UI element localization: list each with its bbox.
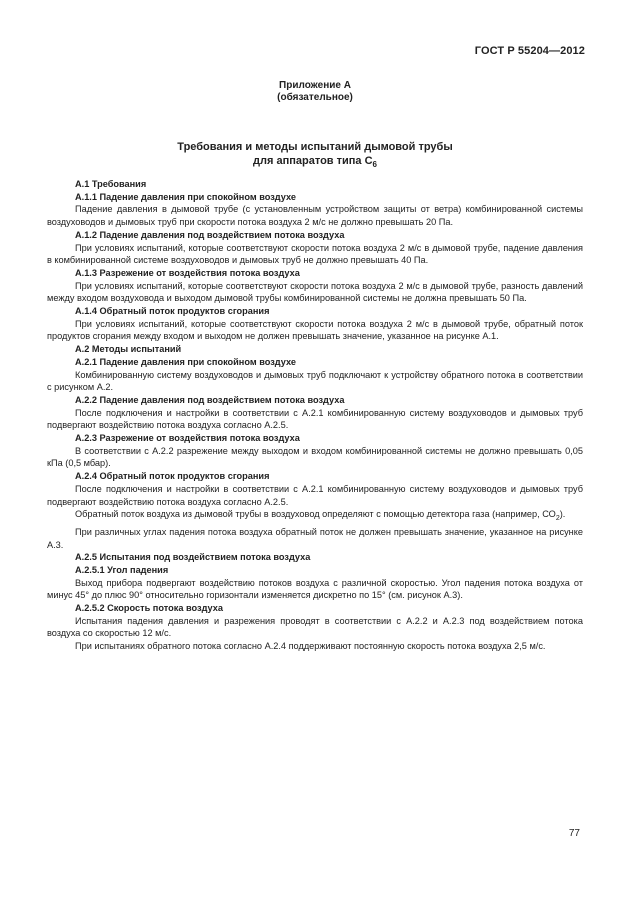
paragraph-a2-4c: При различных углах падения потока воздуха обратный поток не должен превышать значение, указанное на рисунке А.3. (47, 526, 583, 550)
heading-a1-1: А.1.1 Падение давления при спокойном воздухе (75, 191, 296, 202)
title-line-1: Требования и методы испытаний дымовой трубы (177, 141, 453, 153)
co2-subscript: 2 (555, 515, 560, 523)
heading-a1-2: А.1.2 Падение давления под воздействием потока воздуха (75, 229, 345, 240)
paragraph-a2-4a: После подключения и настройки в соответствии с А.2.1 комбинированную систему воздуховодов и дымовых труб подвергают воздействию потока воздуха согласно А.2.5. (47, 483, 583, 507)
heading-a2-2: А.2.2 Падение давления под воздействием потока воздуха (75, 394, 345, 405)
heading-a2-5-1: А.2.5.1 Угол падения (75, 564, 169, 575)
heading-a2-5-2: А.2.5.2 Скорость потока воздуха (75, 603, 223, 614)
annex-title: Приложение А (279, 80, 351, 91)
paragraph-a1-3: При условиях испытаний, которые соответствуют скорости потока воздуха 2 м/с в дымовой трубе, разность давлений между входом воздуховода и выходом дымовой трубы комбинированной системы не должна превышать 50 Па. (47, 280, 583, 304)
paragraph-a2-5-2a: Испытания падения давления и разрежения проводят в соответствии с А.2.2 и А.2.3 под воздействием потока воздуха со скоростью 12 м/с. (47, 615, 583, 639)
paragraph-a2-5-2b: При испытаниях обратного потока согласно А.2.4 поддерживают постоянную скорость потока воздуха 2,5 м/с. (75, 641, 546, 652)
heading-a1-3: А.1.3 Разрежение от воздействия потока воздуха (75, 267, 300, 278)
annex-heading (0, 80, 630, 104)
paragraph-a2-1: Комбинированную систему воздуховодов и дымовых труб подключают к устройству обратного потока в соответствии с рисунком А.2. (47, 369, 583, 393)
paragraph-a2-4b: Обратный поток воздуха из дымовой трубы в воздуховод определяют с помощью детектора газа (например, $СО_2$). (75, 509, 566, 523)
paragraph-a1-4: При условиях испытаний, которые соответствуют скорости потока воздуха 2 м/с в дымовой трубе, обратный поток продуктов сгорания между входом и выходом не должен превышать значение, указанное на рисунке А.1. (47, 318, 583, 342)
paragraph-a1-1: Падение давления в дымовой трубе (с установленным устройством защиты от ветра) комбинированной системы воздуховодов и дымовых труб при скорости потока воздуха 2 м/с не должно превышать 20 Па. (47, 204, 583, 228)
document-body (47, 178, 583, 653)
heading-a1-4: А.1.4 Обратный поток продуктов сгорания (75, 306, 270, 317)
paragraph-a1-2: При условиях испытаний, которые соответствуют скорости потока воздуха 2 м/с в дымовой трубе, падение давления в комбинированной системе воздуховодов и дымовых труб не должно превышать 40 Па. (47, 242, 583, 266)
annex-status: (обязательное) (277, 92, 353, 103)
paragraph-a2-2: После подключения и настройки в соответствии с А.2.1 комбинированную систему воздуховодов и дымовых труб подвергают воздействию потока воздуха согласно А.2.5. (47, 407, 583, 431)
title-subscript: 6 (372, 160, 377, 170)
heading-a2: А.2 Методы испытаний (75, 344, 182, 355)
page-number: 77 (568, 828, 580, 839)
heading-a2-3: А.2.3 Разрежение от воздействия потока воздуха (75, 433, 300, 444)
title-line-2: для аппаратов типа $С_6$ (253, 155, 377, 170)
section-title (0, 140, 630, 172)
heading-a2-4: А.2.4 Обратный поток продуктов сгорания (75, 471, 270, 482)
paragraph-a2-3: В соответствии с А.2.2 разрежение между выходом и входом комбинированной системы не должно превышать 0,05 кПа (0,5 мбар). (47, 445, 583, 469)
heading-a1: А.1 Требования (75, 179, 147, 189)
standard-number: ГОСТ Р 55204—2012 (474, 45, 585, 57)
paragraph-a2-5-1: Выход прибора подвергают воздействию потоков воздуха с различной скоростью. Угол падения потока воздуха от минус 45° до плюс 90° относительно горизонтали изменяется дискретно по 15° (см. рисунок А.3). (47, 577, 583, 601)
heading-a2-5: А.2.5 Испытания под воздействием потока воздуха (75, 552, 311, 563)
heading-a2-1: А.2.1 Падение давления при спокойном воздухе (75, 356, 296, 367)
